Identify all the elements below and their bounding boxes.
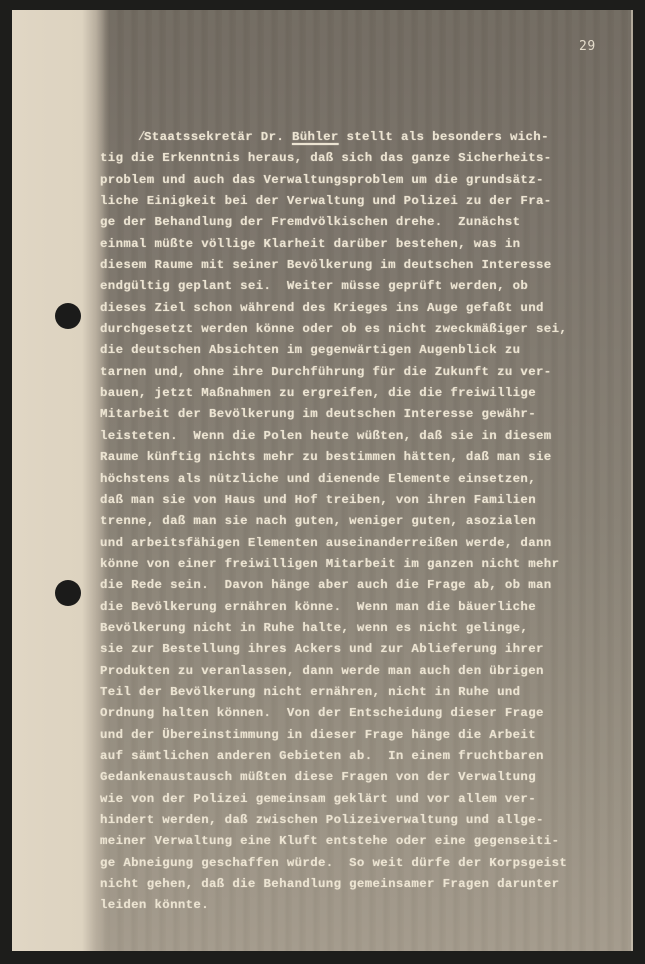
speaker-prefix: Staatssekretär Dr.	[144, 130, 292, 144]
text-line: Gedankenaustausch müßten diese Fragen von der Verwaltung	[100, 770, 536, 785]
text-line: leisteten. Wenn die Polen heute wüßten, daß sie in diesem	[100, 428, 552, 443]
text-line: hindert werden, daß zwischen Polizeiverwaltung und allge-	[100, 813, 544, 827]
text-line-1: /Staatssekretär Dr. Bühler stellt als besonders wich-	[138, 130, 549, 144]
text-line: tig die Erkenntnis heraus, daß sich das ganze Sicherheits-	[100, 151, 552, 166]
text-line: diesem Raume mit seiner Bevölkerung im deutschen Interesse	[100, 258, 552, 273]
text-line: Ordnung halten können. Von der Entscheidung dieser Frage	[100, 706, 544, 721]
text-line: nicht gehen, daß die Behandlung gemeinsamer Fragen darunter	[100, 877, 560, 892]
text-line: liche Einigkeit bei der Verwaltung und Polizei zu der Fra-	[100, 194, 552, 209]
text-line: sie zur Bestellung ihres Ackers und zur Ablieferung ihrer	[100, 642, 544, 657]
text-line: die Rede sein. Davon hänge aber auch die Frage ab, ob man	[100, 578, 552, 593]
text-line: problem und auch das Verwaltungsproblem um die grundsätz-	[100, 172, 544, 187]
speaker-name: Bühler	[291, 130, 339, 144]
text-line: leiden könnte.	[100, 898, 209, 913]
text-line: dieses Ziel schon während des Krieges ins Auge gefaßt und	[100, 300, 544, 315]
text-line: durchgesetzt werden könne oder ob es nicht zweckmäßiger sei,	[100, 322, 568, 337]
text-line: und arbeitsfähigen Elementen auseinanderreißen werde, dann	[100, 535, 552, 550]
punch-hole-icon	[55, 580, 81, 606]
text-line: trenne, daß man sie nach guten, weniger guten, asozialen	[100, 514, 536, 529]
text-line: könne von einer freiwilligen Mitarbeit im ganzen nicht mehr	[100, 556, 560, 571]
text-line: wie von der Polizei gemeinsam geklärt und vor allem ver-	[100, 791, 536, 806]
text-line: die deutschen Absichten im gegenwärtigen Augenblick zu	[100, 343, 521, 358]
text-line: ge der Behandlung der Fremdvölkischen drehe. Zunächst	[100, 215, 521, 230]
text-line: einmal müßte völlige Klarheit darüber bestehen, was in	[100, 236, 521, 251]
document-page	[12, 10, 633, 951]
text-line: die Bevölkerung ernähren könne. Wenn man die bäuerliche	[100, 599, 536, 614]
text-line: tarnen und, ohne ihre Durchführung für die Zukunft zu ver-	[100, 364, 552, 379]
text-line: Teil der Bevölkerung nicht ernähren, nicht in Ruhe und	[100, 684, 521, 699]
text-line: und der Übereinstimmung in dieser Frage hänge die Arbeit	[100, 727, 536, 742]
text-line: meiner Verwaltung eine Kluft entstehe oder eine gegenseiti-	[100, 834, 560, 849]
text-line: daß man sie von Haus und Hof treiben, von ihren Familien	[100, 492, 536, 507]
text-line: auf sämtlichen anderen Gebieten ab. In einem fruchtbaren	[100, 748, 544, 763]
text-line: bauen, jetzt Maßnahmen zu ergreifen, die die freiwillige	[100, 386, 536, 401]
document-body	[100, 127, 630, 917]
text-line: höchstens als nützliche und dienende Elemente einsetzen,	[100, 471, 536, 486]
page-edge	[631, 10, 633, 951]
text-line: endgültig geplant sei. Weiter müsse geprüft werden, ob	[100, 279, 529, 294]
punch-hole-icon	[55, 303, 81, 329]
text-line: Raume künftig nichts mehr zu bestimmen hätten, daß man sie	[100, 450, 552, 465]
first-line-rest: stellt als besonders wich-	[338, 130, 549, 144]
text-line: Mitarbeit der Bevölkerung im deutschen Interesse gewähr-	[100, 407, 536, 422]
page-number: 29	[579, 39, 596, 54]
text-line: Produkten zu veranlassen, dann werde man auch den übrigen	[100, 663, 544, 678]
text-line: Bevölkerung nicht in Ruhe halte, wenn es nicht gelinge,	[100, 620, 529, 635]
text-line: ge Abneigung geschaffen würde. So weit dürfe der Korpsgeist	[100, 855, 568, 870]
